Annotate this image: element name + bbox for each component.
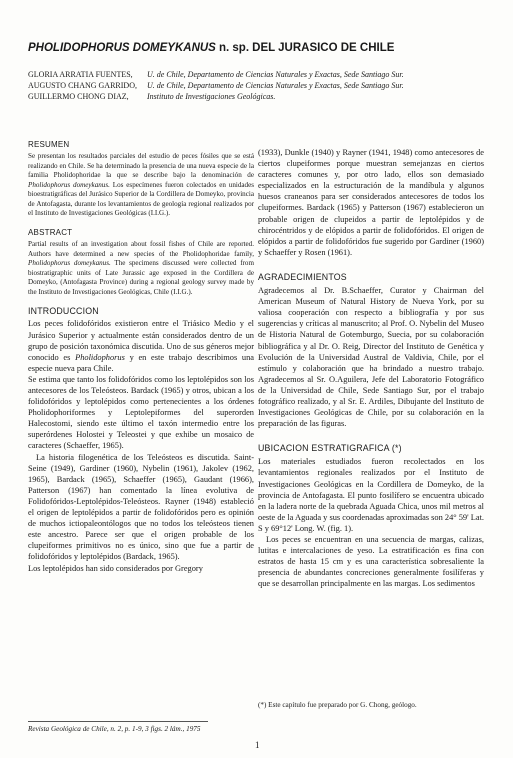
- author-row: [28, 69, 488, 80]
- agradecimientos-heading: AGRADECIMIENTOS: [258, 271, 347, 282]
- author-name: GLORIA ARRATIA FUENTES,: [28, 70, 133, 79]
- left-column: [28, 140, 254, 574]
- ubicacion-heading: UBICACION ESTRATIGRAFICA (*): [258, 443, 402, 454]
- author-row: [28, 80, 488, 91]
- introduccion-heading: INTRODUCCION: [28, 305, 99, 316]
- intro-continuation: (1933), Dunkle (1940) y Rayner (1941, 1948) como antecesores de ciertos clupeiformes porque muestran semejanzas en ciertos caracteres comunes y, por otro lado, ellos son demasiado especializados en la estructuración de la mandíbula y algunos huesos craneanos para ser considerados antecesores de todos los clupeiformes. Bardack (1965) y Patterson (1967) establecieron un probable origen de clupeidos a partir de leptolépidos y de chirocéntridos y de elópidos a partir de folidofóridos. El origen de elópidos a partir de folidofóridos fue sugerido por Gardiner (1960) y Schaeffer y Rosen (1961).: [258, 148, 484, 257]
- article-title: [28, 40, 394, 55]
- intro-paragraph-1: Los peces folidofóridos existieron entre el Triásico Medio y el Jurásico Superior y actualmente están considerados dentro de un grupo de posición taxonómica discutida. Uno de sus géneros mejor conocido es Pholidophorus y en este trabajo describimos una especie nueva para Chile.: [28, 319, 254, 373]
- right-column: [258, 147, 484, 589]
- page-number: 1: [255, 740, 260, 750]
- abstract-heading: ABSTRACT: [28, 228, 73, 238]
- resumen-heading: RESUMEN: [28, 140, 70, 149]
- title-nsp: n. sp.: [218, 42, 250, 54]
- intro-paragraph-4: Los leptolépidos han sido considerados por Gregory: [28, 563, 203, 573]
- footnote: (*) Este capítulo fue preparado por G. Chong, geólogo.: [258, 701, 417, 709]
- journal-citation: Revista Geológica de Chile, n. 2, p. 1-9, 3 figs. 2 lám., 1975: [28, 725, 201, 733]
- resumen-text: Se presentan los resultados parciales del estudio de peces fósiles que se está realizando en Chile. Se ha determinado la presencia de una nueva especie de la familia Pholidophoridae la que se describe bajo la denominación de Pholidophorus domeykanus. Los especímenes fueron colectados en unidades bioestratigráficas del Jurásico Superior de la Cordillera de Domeyko, provincia de Antofagasta, durante los levantamientos de geología regional realizados por el Instituto de Investigaciones Geológicas (I.I.G.).: [28, 151, 254, 218]
- intro-paragraph-3: La historia filogenética de los Teleósteos es discutida. Saint- Seine (1949), Gardiner (1960), Nybelin (1961), Jakolev (1962, 1965), Bardack (1965), Schaeffer (1965), Gaudant (1966), Patterson (1967) han comentado la línea evolutiva de Folidofóridos-Leptolépidos-Teleósteos. Rayner (1948) estableció el origen de leptolépidos a partir de folidofóridos pero es opinión de muchos ictiopaleontólogos que no todos los teleósteos tienen este ancestro. Parece ser que el origen probable de los clupeiformes primitivos no es único, sino que fue a partir de folidofóridos y leptolépidos (Bardack, 1965).: [28, 452, 254, 562]
- title-rest: DEL JURASICO DE CHILE: [252, 42, 395, 54]
- author-name: AUGUSTO CHANG GARRIDO,: [28, 81, 137, 90]
- author-name: GUILLERMO CHONG DIAZ,: [28, 92, 129, 101]
- author-affiliation: U. de Chile, Departamento de Ciencias Naturales y Exactas, Sede Santiago Sur.: [147, 70, 404, 79]
- author-affiliation: Instituto de Investigaciones Geológicas.: [147, 92, 276, 101]
- ubicacion-paragraph-1: Los materiales estudiados fueron recolectados en los levantamientos regionales realizados por el Instituto de Investigaciones Geológicas en la Cordillera de Domeyko, de la provincia de Antofagasta. El punto fosilífero se encuentra ubicado en la ladera norte de la quebrada Aguada Chica, unos mil metros al oeste de la Aguada y sus coordenadas aproximadas son 24° 59' Lat. S y 69°12' Long. W. (fig. 1).: [258, 457, 484, 533]
- agradecimientos-text: Agradecemos al Dr. B.Schaeffer, Curator y Chairman del American Museum of Natural History de Nueva York, por su valiosa cooperación con respecto a bibliografía y por sus sugerencias y críticas al manuscrito; al Prof. O. Nybelin del Museo de Historia Natural de Gotemburgo, Suecia, por su colaboración bibliográfica y al Dr. O. Reig, Director del Instituto de Genética y Evolución de la Universidad Austral de Valdivia, Chile, por el estímulo y colaboración que ha brindado a nuestro trabajo. Agradecemos al Sr. O.Aguilera, Jefe del Laboratorio Fotográfico de la Universidad de Chile, Sede Santiago Sur, por el trabajo fotográfico realizado, y al Sr. E. Ardiles, Dibujante del Instituto de Investigaciones Geológicas de Chile, por su colaboración en la preparación de las figuras.: [258, 286, 484, 429]
- footer-divider: [28, 721, 208, 722]
- author-row: [28, 91, 488, 102]
- intro-paragraph-2: Se estima que tanto los folidofóridos como los leptolépidos son los antecesores de los Teleósteos. Bardack (1965) y otros, ubican a los folidofóridos y leptolépidos como pertenecientes a los órdenes Pholidophoriformes y Leptolepiformes del superorden Halecostomi, siendo este último el taxón intermedio entre los superórdenes Holostei y Teleostei y que exhibe un mosaico de caracteres (Schaeffer, 1965).: [28, 374, 254, 451]
- author-affiliation: U. de Chile, Departamento de Ciencias Naturales y Exactas, Sede Santiago Sur.: [147, 81, 404, 90]
- title-species: PHOLIDOPHORUS DOMEYKANUS: [28, 42, 216, 54]
- ubicacion-paragraph-2: Los peces se encuentran en una secuencia de margas, calizas, lutitas e intercalaciones de yeso. La estratificación es fina con estratos de hasta 15 cm y es una característica sobresaliente la presencia de abundantes concreciones generalmente fosilíferas y que se desarrollan principalmente en las margas. Los sedimentos: [258, 535, 484, 589]
- author-list: [28, 69, 488, 102]
- abstract-text: Partial results of an investigation about fossil fishes of Chile are reported. Authors have determined a new species of the Pholidophoridae family, Pholidophorus domeykanus. The specimens discussed were collected from biostratigraphic units of Late Jurassic age exposed in the Cordillera de Domeyko, (Antofagasta Province) during a regional geology survey made by the Instituto de Investigaciones Geológicas, Chile (I.I.G.).: [28, 239, 254, 296]
